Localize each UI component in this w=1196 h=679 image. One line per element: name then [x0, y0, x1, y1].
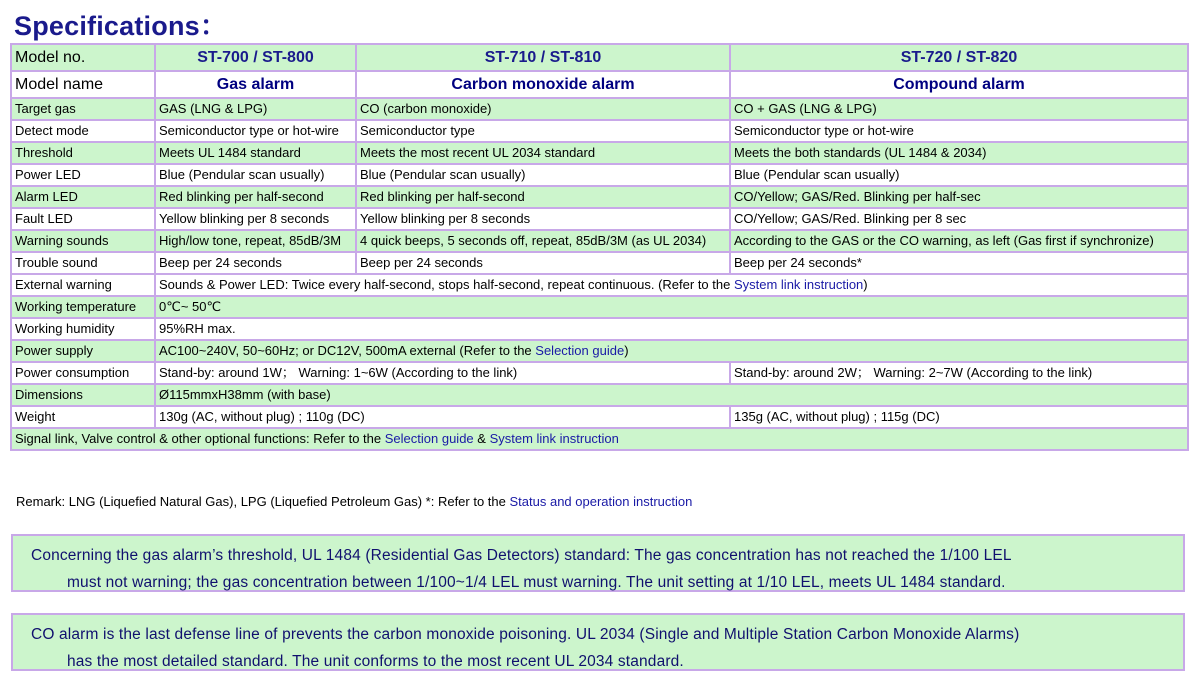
remark — [16, 494, 692, 509]
cell: According to the GAS or the CO warning, as left (Gas first if synchronize) — [730, 230, 1188, 252]
cell: Blue (Pendular scan usually) — [155, 164, 356, 186]
selection-guide-link[interactable]: Selection guide — [535, 343, 625, 358]
row-label: Warning sounds — [11, 230, 155, 252]
table-row — [11, 120, 1188, 142]
system-link-instruction-link[interactable]: System link instruction — [733, 277, 864, 292]
cell: Yellow blinking per 8 seconds — [155, 208, 356, 230]
selection-guide-link[interactable]: Selection guide — [384, 431, 474, 446]
note-line: must not warning; the gas concentration between 1/100~1/4 LEL must warning. The unit setting at 1/10 LEL, meets UL 1484 standard. — [67, 574, 1006, 591]
table-row — [11, 230, 1188, 252]
cell: Stand-by: around 1W； Warning: 1~6W (According to the link) — [155, 362, 730, 384]
cell: 0℃~ 50℃ — [155, 296, 1188, 318]
row-label: Dimensions — [11, 384, 155, 406]
signal-link-mid: & — [473, 431, 490, 446]
cell: Meets the both standards (UL 1484 & 2034) — [730, 142, 1188, 164]
cell: CO/Yellow; GAS/Red. Blinking per 8 sec — [730, 208, 1188, 230]
cell: CO/Yellow; GAS/Red. Blinking per half-sec — [730, 186, 1188, 208]
cell — [155, 340, 1188, 362]
signal-link-text: Signal link, Valve control & other optional functions: Refer to the — [15, 431, 385, 446]
remark-text: Remark: LNG (Liquefied Natural Gas), LPG (Liquefied Petroleum Gas) *: Refer to the — [16, 494, 510, 509]
cell: Red blinking per half-second — [155, 186, 356, 208]
model-no-row — [11, 44, 1188, 71]
model-name-2: Carbon monoxide alarm — [356, 71, 730, 98]
model-name-3: Compound alarm — [730, 71, 1188, 98]
table-row — [11, 208, 1188, 230]
cell: Beep per 24 seconds — [356, 252, 730, 274]
cell: Stand-by: around 2W； Warning: 2~7W (According to the link) — [730, 362, 1188, 384]
table-row — [11, 428, 1188, 450]
system-link-instruction-link[interactable]: System link instruction — [489, 431, 619, 446]
cell: Red blinking per half-second — [356, 186, 730, 208]
model-name-1: Gas alarm — [155, 71, 356, 98]
model-name-label: Model name — [11, 71, 155, 98]
row-label: Fault LED — [11, 208, 155, 230]
model-no-2: ST-710 / ST-810 — [356, 44, 730, 71]
row-label: Working temperature — [11, 296, 155, 318]
note-line: has the most detailed standard. The unit conforms to the most recent UL 2034 standard. — [67, 653, 684, 670]
cell: Blue (Pendular scan usually) — [356, 164, 730, 186]
specifications-table — [10, 43, 1189, 451]
row-label: Threshold — [11, 142, 155, 164]
cell: 135g (AC, without plug) ; 115g (DC) — [730, 406, 1188, 428]
cell: GAS (LNG & LPG) — [155, 98, 356, 120]
status-operation-instruction-link[interactable]: Status and operation instruction — [509, 494, 693, 509]
model-no-1: ST-700 / ST-800 — [155, 44, 356, 71]
row-label: Detect mode — [11, 120, 155, 142]
cell: 130g (AC, without plug) ; 110g (DC) — [155, 406, 730, 428]
cell: Semiconductor type — [356, 120, 730, 142]
cell: 4 quick beeps, 5 seconds off, repeat, 85dB/3M (as UL 2034) — [356, 230, 730, 252]
table-row — [11, 98, 1188, 120]
row-label: Power supply — [11, 340, 155, 362]
row-label: External warning — [11, 274, 155, 296]
cell — [155, 274, 1188, 296]
table-row — [11, 164, 1188, 186]
table-row — [11, 340, 1188, 362]
gas-threshold-note — [11, 534, 1185, 592]
row-label: Weight — [11, 406, 155, 428]
row-label: Trouble sound — [11, 252, 155, 274]
cell: Semiconductor type or hot-wire — [730, 120, 1188, 142]
table-row — [11, 252, 1188, 274]
note-line: Concerning the gas alarm’s threshold, UL 1484 (Residential Gas Detectors) standard: The gas concentration has not reached the 1/100 LEL — [31, 547, 1012, 564]
cell: Meets UL 1484 standard — [155, 142, 356, 164]
power-supply-tail: ) — [624, 343, 629, 358]
table-row — [11, 274, 1188, 296]
cell: 95%RH max. — [155, 318, 1188, 340]
row-label: Working humidity — [11, 318, 155, 340]
cell: Meets the most recent UL 2034 standard — [356, 142, 730, 164]
table-row — [11, 362, 1188, 384]
model-no-label: Model no. — [11, 44, 155, 71]
model-name-row — [11, 71, 1188, 98]
model-no-3: ST-720 / ST-820 — [730, 44, 1188, 71]
page-title: Specifications： — [14, 11, 228, 41]
cell: Ø115mmxH38mm (with base) — [155, 384, 1188, 406]
row-label: Power LED — [11, 164, 155, 186]
external-warning-tail: ) — [863, 277, 868, 292]
cell: Yellow blinking per 8 seconds — [356, 208, 730, 230]
cell — [11, 428, 1188, 450]
table-row — [11, 406, 1188, 428]
table-row — [11, 384, 1188, 406]
table-row — [11, 142, 1188, 164]
cell: Beep per 24 seconds* — [730, 252, 1188, 274]
table-row — [11, 318, 1188, 340]
power-supply-text: AC100~240V, 50~60Hz; or DC12V, 500mA external (Refer to the — [159, 343, 536, 358]
co-alarm-note — [11, 613, 1185, 671]
row-label: Target gas — [11, 98, 155, 120]
cell: Blue (Pendular scan usually) — [730, 164, 1188, 186]
cell: Semiconductor type or hot-wire — [155, 120, 356, 142]
cell: Beep per 24 seconds — [155, 252, 356, 274]
table-row — [11, 296, 1188, 318]
note-line: CO alarm is the last defense line of prevents the carbon monoxide poisoning. UL 2034 (Single and Multiple Station Carbon Monoxide Alarms) — [31, 626, 1020, 643]
cell: CO + GAS (LNG & LPG) — [730, 98, 1188, 120]
row-label: Alarm LED — [11, 186, 155, 208]
row-label: Power consumption — [11, 362, 155, 384]
cell: High/low tone, repeat, 85dB/3M — [155, 230, 356, 252]
external-warning-text: Sounds & Power LED: Twice every half-second, stops half-second, repeat continuous. (Refer to the — [159, 277, 734, 292]
table-row — [11, 186, 1188, 208]
cell: CO (carbon monoxide) — [356, 98, 730, 120]
